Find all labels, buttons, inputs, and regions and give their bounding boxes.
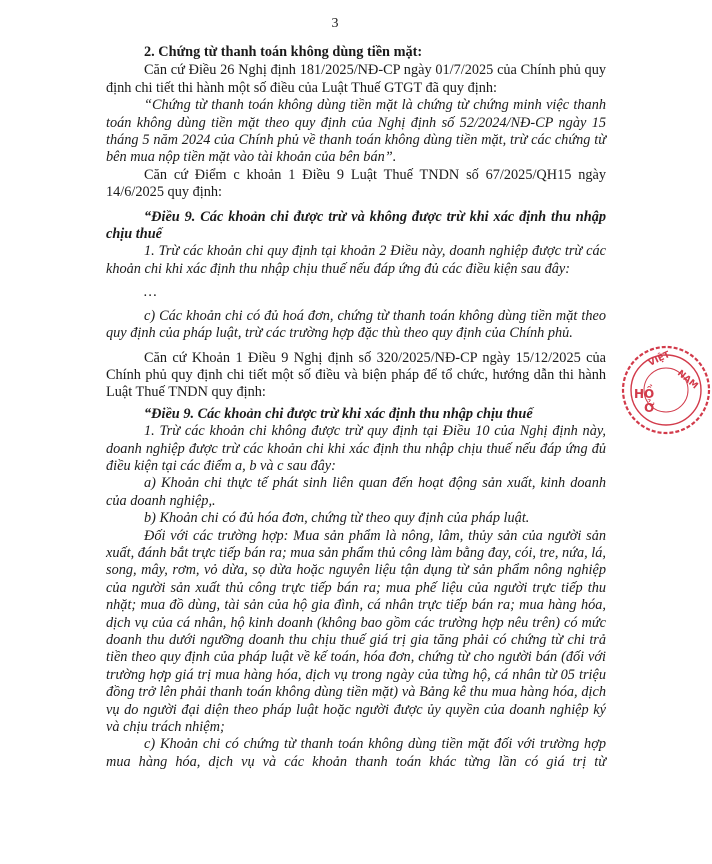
svg-text:VIỆT: VIỆT	[647, 350, 672, 369]
section-title: 2. Chứng từ thanh toán không dùng tiền mặt:	[144, 44, 423, 60]
svg-text:NAM: NAM	[675, 368, 700, 392]
article-9-point-b-detail: Đối với các trường hợp: Mua sản phẩm là nông, lâm, thủy sản của người sản xuất, đánh bắt trực tiếp bán ra; mua sản phẩm thủ công làm bằng đay, cói, tre, nứa, lá, song, mây, rơm, vỏ dừa, sọ dừa hoặc nguyên liệu tận dụng từ sản phẩm nông nghiệp của người sản xuất thủ công trực tiếp bán ra; mua phế liệu của người trực tiếp thu nhặt; mua đồ dùng, tài sản của hộ gia đình, cá nhân trực tiếp bán ra; mua hàng hóa, dịch vụ của cá nhân, hộ kinh doanh (không bao gồm các trường hợp nêu trên) có mức doanh thu dưới ngưỡng doanh thu chịu thuế giá trị gia tăng phải có chứng từ chi trả tiền theo quy định của pháp luật về kế toán, hóa đơn, chứng từ cho người bán (đối với trường hợp giá trị mua hàng hóa, dịch vụ trong ngày của từng hộ, cá nhân từ 05 triệu đồng trở lên phải thanh toán không dùng tiền mặt) và Bảng kê thu mua hàng hóa, dịch vụ do người đại diện theo pháp luật hoặc người được ủy quyền của doanh nghiệp ký và chịu trách nhiệm;	[106, 527, 606, 736]
page-number: 3	[331, 16, 339, 31]
quote-non-cash-definition: “Chứng từ thanh toán không dùng tiền mặt là chứng từ chứng minh việc thanh toán không dùng tiền mặt theo quy định của Nghị định số 52/2024/NĐ-CP ngày 15 tháng 5 năm 2024 của Chính phủ về thanh toán không dùng tiền mặt, trừ các chứng từ bên mua nộp tiền mặt vào tài khoản của bên bán”.	[106, 97, 606, 166]
ellipsis: …	[144, 284, 157, 301]
article-9-title-decree: “Điều 9. Các khoản chi được trừ khi xác định thu nhập chịu thuế	[144, 405, 533, 422]
svg-text:HỒ: HỒ	[634, 387, 655, 401]
article-9-title-law: “Điều 9. Các khoản chi được trừ và không được trừ khi xác định thu nhập chịu thuế	[106, 208, 606, 243]
document-body	[106, 44, 606, 771]
article-9-clause-1-law: 1. Trừ các khoản chi quy định tại khoản 2 Điều này, doanh nghiệp được trừ các khoản chi khi xác định thu nhập chịu thuế nếu đáp ứng đủ các điều kiện sau đây:	[106, 243, 606, 277]
svg-text:Ở: Ở	[644, 401, 655, 415]
article-9-point-c-decree: c) Khoản chi có chứng từ thanh toán không dùng tiền mặt đối với trường hợp mua hàng hóa, dịch vụ và các khoản thanh toán khác từng lần có giá trị từ	[106, 736, 606, 770]
paragraph-basis-decree-320: Căn cứ Khoản 1 Điều 9 Nghị định số 320/2025/NĐ-CP ngày 15/12/2025 của Chính phủ quy định chi tiết một số điều và biện pháp để tổ chức, hướng dẫn thi hành Luật Thuế TNDN quy định:	[106, 349, 606, 401]
paragraph-basis-cit-law: Căn cứ Điểm c khoản 1 Điều 9 Luật Thuế TNDN số 67/2025/QH15 ngày 14/6/2025 quy định:	[106, 166, 606, 201]
article-9-point-b-decree: b) Khoản chi có đủ hóa đơn, chứng từ theo quy định của pháp luật.	[144, 510, 530, 527]
article-9-point-a-decree: a) Khoản chi thực tế phát sinh liên quan đến hoạt động sản xuất, kinh doanh của doanh nghiệp,.	[106, 475, 606, 509]
article-9-point-c-law: c) Các khoản chi có đủ hoá đơn, chứng từ thanh toán không dùng tiền mặt theo quy định của pháp luật, trừ các trường hợp đặc thù theo quy định của Chính phủ.	[106, 307, 606, 342]
red-seal-stamp	[620, 344, 712, 436]
article-9-clause-1-decree: 1. Trừ các khoản chi không được trừ quy định tại Điều 10 của Nghị định này, doanh nghiệp được trừ các khoản chi khi xác định thu nhập chịu thuế nếu đáp ứng đủ điều kiện tại các điểm a, b và c sau đây:	[106, 423, 606, 474]
paragraph-basis-decree-181: Căn cứ Điều 26 Nghị định 181/2025/NĐ-CP ngày 01/7/2025 của Chính phủ quy định chi tiết thi hành một số điều của Luật Thuế GTGT đã quy định:	[106, 62, 606, 96]
